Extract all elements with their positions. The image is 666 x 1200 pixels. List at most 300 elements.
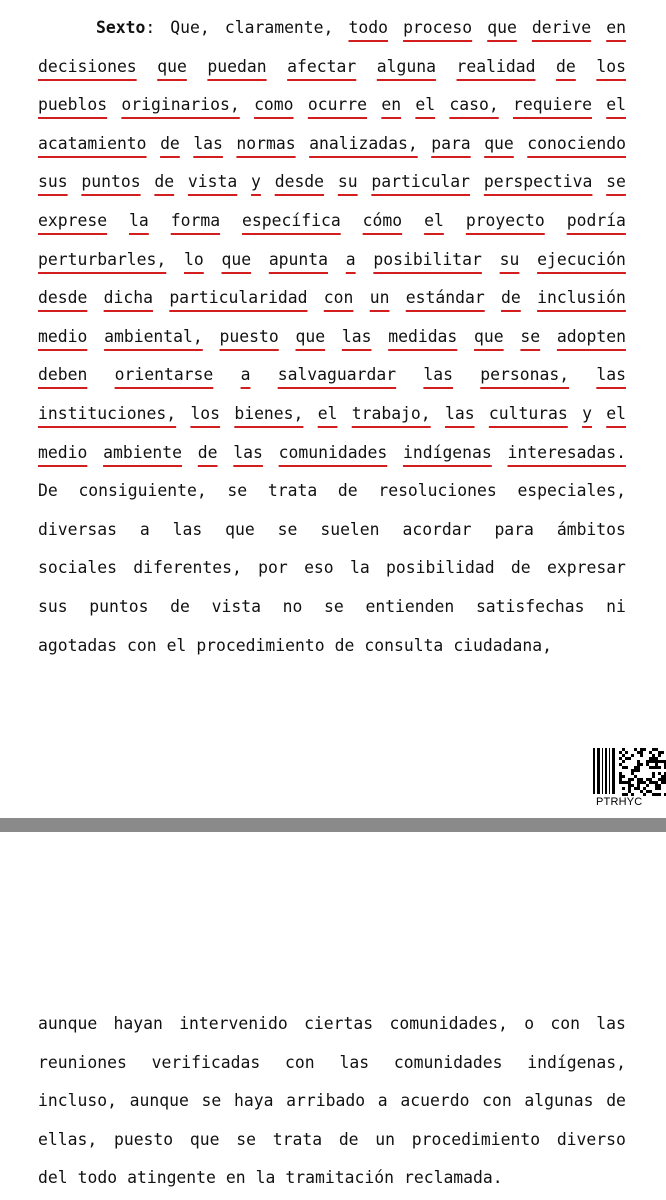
- underlined-word: sus: [38, 172, 68, 192]
- barcode-bar: [593, 748, 595, 794]
- barcode-module: [634, 748, 637, 751]
- barcode-module: [658, 784, 661, 787]
- word: las: [596, 1014, 626, 1033]
- underlined-word: inclusión: [537, 288, 626, 308]
- underlined-word: que: [221, 249, 252, 269]
- underlined-word: dicha: [103, 288, 153, 308]
- text-line: [38, 518, 626, 542]
- underlined-word: puedan: [207, 56, 267, 76]
- barcode-module: [619, 781, 622, 784]
- barcode-module: [643, 793, 646, 796]
- word: de: [606, 1091, 626, 1111]
- underlined-word: caso,: [449, 95, 499, 115]
- word: eso: [304, 558, 334, 578]
- underlined-word: que: [157, 56, 187, 76]
- word: sus: [38, 597, 68, 616]
- barcode-module: [637, 787, 640, 790]
- barcode-module: [625, 757, 628, 760]
- word: trata: [267, 481, 318, 501]
- barcode-module: [619, 775, 622, 778]
- word: todo: [77, 1168, 118, 1188]
- underlined-word: ocurre: [307, 95, 368, 115]
- underlined-word: las: [596, 365, 626, 385]
- word: procedimiento: [411, 1129, 541, 1149]
- underlined-word: de: [154, 172, 175, 192]
- text-line: [38, 1089, 626, 1113]
- text-line: [38, 1051, 626, 1075]
- barcode-module: [622, 760, 625, 763]
- word: se: [201, 1091, 222, 1111]
- underlined-word: salvaguardar: [277, 365, 397, 385]
- underlined-word: trabajo,: [351, 404, 431, 423]
- text-line: [96, 16, 626, 40]
- barcode-module: [622, 781, 625, 784]
- barcode-module: [655, 781, 658, 784]
- word: hayan: [113, 1014, 163, 1033]
- underlined-word: se: [606, 172, 626, 192]
- barcode-image: [591, 748, 666, 796]
- text-line: [38, 595, 626, 619]
- barcode-module: [652, 772, 655, 775]
- barcode-module: [646, 778, 649, 781]
- barcode-module: [637, 781, 640, 784]
- barcode-module: [631, 772, 634, 775]
- underlined-word: como: [254, 95, 294, 115]
- word: de: [510, 558, 531, 578]
- underlined-word: se: [520, 326, 541, 346]
- barcode-module: [622, 754, 625, 757]
- barcode-module: [658, 754, 661, 757]
- barcode-module: [655, 757, 658, 760]
- barcode-module: [643, 787, 646, 790]
- barcode-bar: [609, 748, 610, 794]
- underlined-word: cómo: [362, 211, 403, 230]
- barcode-bar: [605, 748, 607, 794]
- barcode-module: [646, 760, 649, 763]
- barcode-module: [655, 763, 658, 766]
- word: Sexto: [96, 18, 146, 37]
- word: arribado: [286, 1091, 366, 1111]
- underlined-word: pueblos: [38, 95, 108, 115]
- barcode-module: [661, 781, 664, 784]
- underlined-word: a: [240, 365, 251, 385]
- barcode-module: [640, 751, 643, 754]
- underlined-word: de: [160, 133, 180, 153]
- underlined-word: ambiental,: [104, 326, 203, 346]
- barcode-module: [661, 751, 664, 754]
- underlined-word: particularidad: [169, 288, 308, 308]
- underlined-word: analizadas,: [309, 133, 418, 153]
- barcode-module: [628, 787, 631, 790]
- underlined-word: de: [501, 288, 521, 308]
- word: Que,: [170, 18, 210, 37]
- barcode-module: [619, 772, 622, 775]
- barcode-module: [652, 793, 655, 796]
- underlined-word: particular: [371, 172, 471, 192]
- barcode-module: [634, 766, 637, 769]
- barcode-module: [658, 772, 661, 775]
- word: ellas,: [38, 1129, 98, 1149]
- barcode-bar: [602, 748, 603, 794]
- barcode-module: [628, 757, 631, 760]
- word: especiales,: [517, 481, 626, 501]
- barcode-module: [625, 766, 628, 769]
- text-line: [38, 1128, 626, 1152]
- barcode-module: [661, 775, 664, 778]
- underlined-word: posibilitar: [373, 249, 482, 269]
- word: que: [189, 1129, 220, 1149]
- underlined-word: vista: [187, 172, 238, 192]
- barcode-module: [646, 784, 649, 787]
- word: sociales: [38, 558, 117, 578]
- word: resoluciones: [378, 481, 497, 501]
- barcode-module: [640, 763, 643, 766]
- barcode-module: [652, 760, 655, 763]
- word: de: [338, 1129, 359, 1149]
- word: agotadas: [38, 635, 117, 655]
- underlined-word: forma: [170, 211, 221, 230]
- word: la: [255, 1168, 276, 1188]
- underlined-word: las: [341, 326, 372, 346]
- barcode-module: [637, 784, 640, 787]
- underlined-word: a: [345, 249, 356, 269]
- text-line: [38, 441, 626, 465]
- underlined-word: las: [193, 133, 223, 153]
- word: comunidades: [393, 1052, 503, 1072]
- barcode-module: [643, 781, 646, 784]
- barcode-module: [640, 781, 643, 784]
- barcode-module: [655, 748, 658, 751]
- word: que: [225, 519, 255, 539]
- barcode-module: [637, 760, 640, 763]
- barcode-module: [619, 778, 622, 781]
- underlined-word: que: [484, 133, 514, 153]
- word: :: [145, 18, 156, 37]
- word: indígenas,: [527, 1052, 626, 1072]
- underlined-word: bienes,: [234, 404, 304, 423]
- barcode-module: [658, 787, 661, 790]
- word: no: [282, 597, 303, 616]
- barcode-module: [625, 751, 628, 754]
- barcode-module: [622, 775, 625, 778]
- barcode-module: [643, 748, 646, 751]
- underlined-word: los: [190, 404, 221, 423]
- underlined-word: indígenas: [402, 442, 492, 462]
- text-line: [38, 634, 626, 658]
- barcode-module: [652, 748, 655, 751]
- text-line: [38, 363, 626, 387]
- underlined-word: deben: [38, 365, 88, 385]
- barcode-bar: [597, 748, 600, 794]
- text-line: [38, 55, 626, 79]
- barcode-module: [640, 754, 643, 757]
- underlined-word: con: [323, 288, 354, 308]
- underlined-word: las: [444, 404, 475, 423]
- barcode-module: [628, 784, 631, 787]
- word: diferentes,: [133, 558, 242, 578]
- barcode-module: [619, 751, 622, 754]
- underlined-word: el: [606, 95, 626, 115]
- word: satisfechas: [475, 597, 585, 616]
- word: algunas: [524, 1091, 594, 1111]
- underlined-word: ejecución: [537, 249, 626, 269]
- word: tramitación: [285, 1168, 394, 1188]
- word: del: [38, 1168, 68, 1188]
- barcode-module: [649, 766, 652, 769]
- barcode-module: [640, 790, 643, 793]
- text-line: [38, 209, 626, 233]
- underlined-word: que: [487, 18, 517, 37]
- barcode-module: [652, 757, 655, 760]
- text-line: [38, 248, 626, 272]
- barcode-module: [637, 766, 640, 769]
- barcode-module: [628, 790, 631, 793]
- underlined-word: para: [431, 133, 471, 153]
- underlined-word: específica: [242, 211, 341, 230]
- barcode-module: [649, 757, 652, 760]
- word: por: [258, 558, 288, 578]
- word: procedimiento: [196, 635, 325, 655]
- barcode-module: [631, 784, 634, 787]
- heading-sexto: [96, 16, 155, 40]
- underlined-word: comunidades: [278, 442, 388, 462]
- underlined-word: medio: [38, 326, 88, 346]
- barcode-module: [634, 787, 637, 790]
- underlined-word: instituciones,: [38, 404, 177, 423]
- word: verificadas: [151, 1052, 261, 1072]
- underlined-word: ambiente: [103, 442, 183, 462]
- barcode-module: [655, 784, 658, 787]
- barcode-module: [649, 790, 652, 793]
- barcode-module: [631, 754, 634, 757]
- word: un: [375, 1129, 396, 1149]
- word: se: [236, 1129, 256, 1149]
- text-line: [38, 286, 626, 310]
- barcode-module: [649, 781, 652, 784]
- barcode-module: [637, 751, 640, 754]
- text-line: [38, 325, 626, 349]
- word: diversas: [38, 519, 117, 539]
- page-separator: [0, 818, 666, 832]
- underlined-word: desde: [38, 288, 88, 308]
- barcode-module: [649, 751, 652, 754]
- word: de: [334, 635, 355, 655]
- barcode-module: [625, 781, 628, 784]
- word: la: [349, 558, 370, 578]
- underlined-word: culturas: [488, 404, 568, 423]
- barcode-module: [637, 778, 640, 781]
- underlined-word: en: [381, 95, 402, 115]
- barcode-module: [637, 763, 640, 766]
- barcode-module: [658, 766, 661, 769]
- barcode-module: [652, 775, 655, 778]
- barcode-module: [649, 778, 652, 781]
- barcode-label: PTRHYC: [596, 796, 643, 808]
- word: con: [482, 1091, 512, 1111]
- barcode-module: [631, 769, 634, 772]
- barcode-module: [655, 793, 658, 796]
- underlined-word: la: [129, 211, 149, 230]
- underlined-word: derive: [531, 18, 592, 37]
- barcode-module: [640, 778, 643, 781]
- underlined-word: originarios,: [121, 95, 240, 115]
- document-page-2: [0, 832, 666, 1200]
- underlined-word: que: [474, 326, 504, 346]
- barcode-module: [631, 778, 634, 781]
- underlined-word: y: [582, 404, 592, 423]
- underlined-word: medio: [38, 442, 88, 462]
- word: comunidades,: [389, 1014, 508, 1033]
- underlined-word: conociendo: [527, 133, 626, 153]
- word: consiguiente,: [78, 481, 207, 501]
- underlined-word: normas: [236, 133, 296, 153]
- word: puesto: [113, 1129, 174, 1149]
- underlined-word: el: [606, 404, 626, 423]
- underlined-word: el: [317, 404, 338, 423]
- word: incluso,: [38, 1091, 117, 1111]
- word: con: [550, 1014, 580, 1033]
- word: ámbitos: [556, 519, 626, 539]
- barcode-module: [658, 751, 661, 754]
- underlined-word: en: [606, 18, 626, 37]
- word: atingente: [127, 1168, 216, 1188]
- word: expresar: [546, 558, 626, 578]
- word: reuniones: [38, 1052, 127, 1072]
- barcode-module: [640, 748, 643, 751]
- underlined-word: exprese: [38, 211, 108, 230]
- underlined-word: proyecto: [465, 211, 545, 230]
- barcode-module: [622, 748, 625, 751]
- word: diverso: [556, 1129, 626, 1149]
- text-line: [38, 170, 626, 194]
- word: entienden: [365, 597, 455, 616]
- underlined-word: el: [415, 95, 436, 115]
- underlined-word: alguna: [376, 56, 436, 76]
- word: intervenido: [179, 1014, 288, 1033]
- underlined-word: puntos: [81, 172, 141, 192]
- barcode-module: [658, 760, 661, 763]
- underlined-word: desde: [274, 172, 325, 192]
- word: reclamada.: [403, 1168, 503, 1188]
- underlined-word: su: [337, 172, 358, 192]
- word: suelen: [320, 519, 380, 539]
- barcode-module: [655, 766, 658, 769]
- underlined-word: los: [596, 56, 626, 76]
- text-line: [38, 556, 626, 580]
- text-line: [38, 479, 626, 503]
- barcode-bar: [612, 748, 615, 794]
- barcode-module: [628, 781, 631, 784]
- word: con: [285, 1052, 315, 1072]
- barcode-module: [658, 778, 661, 781]
- barcode-module: [649, 760, 652, 763]
- word: acordar: [402, 519, 472, 539]
- underlined-word: afectar: [287, 56, 357, 76]
- word: aunque: [38, 1014, 98, 1033]
- word: vista: [211, 597, 261, 616]
- underlined-word: que: [295, 326, 326, 346]
- text-line: [38, 93, 626, 117]
- underlined-word: adopten: [556, 326, 626, 346]
- word: acuerdo: [400, 1091, 470, 1111]
- barcode-module: [619, 757, 622, 760]
- underlined-word: decisiones: [38, 56, 137, 76]
- underlined-word: perturbarles,: [38, 249, 167, 269]
- underlined-word: realidad: [456, 56, 536, 76]
- barcode-module: [655, 787, 658, 790]
- word: claramente,: [224, 18, 334, 37]
- word: las: [339, 1052, 370, 1072]
- word: aunque: [129, 1091, 189, 1111]
- word: posibilidad: [386, 558, 495, 578]
- word: a: [377, 1091, 388, 1111]
- underlined-word: estándar: [405, 288, 485, 308]
- text-line: [38, 132, 626, 156]
- word: se: [277, 519, 298, 539]
- text-line: [38, 402, 626, 426]
- underlined-word: proceso: [403, 18, 473, 37]
- underlined-word: acatamiento: [38, 133, 147, 153]
- underlined-word: de: [197, 442, 218, 462]
- underlined-word: las: [423, 365, 453, 385]
- word: a: [139, 519, 150, 539]
- word: de: [170, 597, 190, 616]
- word: el: [166, 635, 187, 655]
- word: se: [227, 481, 248, 501]
- barcode-module: [655, 760, 658, 763]
- barcode-module: [628, 778, 631, 781]
- underlined-word: lo: [184, 249, 204, 269]
- barcode-module: [634, 775, 637, 778]
- text-line: [38, 1166, 626, 1190]
- word: ciertas: [304, 1014, 374, 1033]
- barcode-module: [634, 769, 637, 772]
- underlined-word: requiere: [513, 95, 592, 115]
- barcode-module: [622, 766, 625, 769]
- word: las: [172, 519, 203, 539]
- underlined-word: perspectiva: [483, 172, 593, 192]
- underlined-word: su: [499, 249, 520, 269]
- barcode-module: [646, 763, 649, 766]
- underlined-word: apunta: [268, 249, 329, 269]
- word: haya: [233, 1091, 274, 1111]
- word: en: [225, 1168, 246, 1188]
- barcode-module: [646, 790, 649, 793]
- underlined-word: las: [233, 442, 263, 462]
- underlined-word: el: [424, 211, 444, 230]
- barcode-module: [619, 763, 622, 766]
- barcode-module: [658, 793, 661, 796]
- underlined-word: podría: [566, 211, 626, 230]
- barcode-module: [622, 787, 625, 790]
- barcode-module: [661, 778, 664, 781]
- underlined-word: de: [556, 56, 576, 76]
- word: se: [324, 597, 344, 616]
- word: ciudadana,: [453, 635, 552, 655]
- barcode-module: [652, 781, 655, 784]
- barcode-module: [652, 754, 655, 757]
- underlined-word: interesadas.: [507, 442, 626, 462]
- barcode-module: [637, 769, 640, 772]
- barcode-module: [652, 766, 655, 769]
- underlined-word: todo: [348, 18, 388, 37]
- word: trata: [272, 1129, 323, 1149]
- word: De: [38, 481, 58, 501]
- underlined-word: orientarse: [114, 365, 214, 385]
- underlined-word: personas,: [480, 365, 570, 385]
- word: de: [337, 481, 358, 501]
- word: puntos: [89, 597, 149, 616]
